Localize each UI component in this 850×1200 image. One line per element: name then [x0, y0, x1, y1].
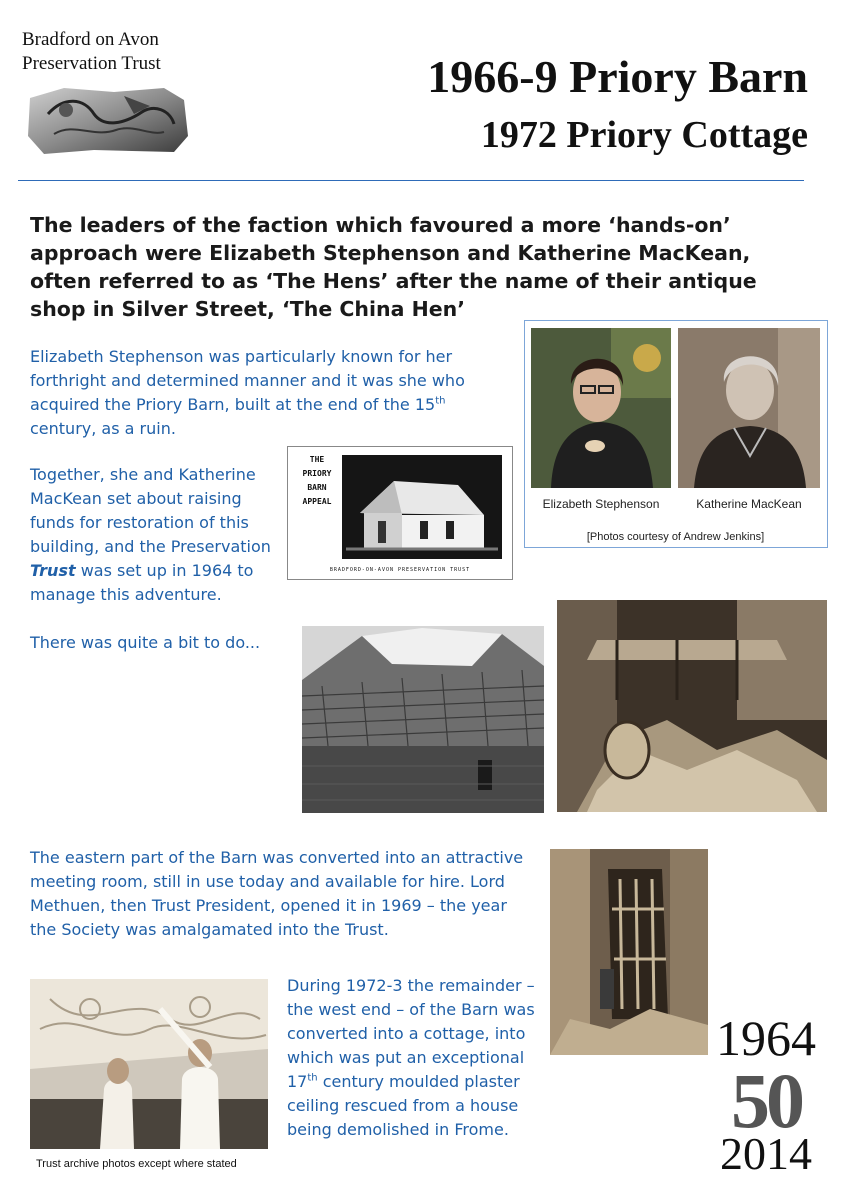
- paragraph-quite-a-bit: There was quite a bit to do...: [30, 633, 261, 652]
- anniversary-start-year: 1964: [716, 1010, 816, 1066]
- paragraph-eastern-part: The eastern part of the Barn was converted into an attractive meeting room, still in use today and available for hire. Lord Methuen, then Trust President, opened it in 1969 – the year the Society was amalgamated into the Trust.: [30, 848, 524, 939]
- paragraph-together-tail: was set up in 1964 to manage this adventure.: [30, 561, 254, 604]
- paragraph-stephenson-tail: century, as a ruin.: [30, 419, 176, 438]
- archive-photos-footnote: Trust archive photos except where stated: [36, 1158, 237, 1170]
- photo-elizabeth-stephenson: [531, 328, 671, 488]
- intro-paragraph: The leaders of the faction which favoured a more ‘hands-on’ approach were Elizabeth Stephenson and Katherine MacKean, often referred to as ‘The Hens’ after the name of their antique shop in Silver Street, ‘The China Hen’: [30, 213, 757, 321]
- anniversary-fifty: 50: [731, 1057, 801, 1144]
- appeal-line-the: THE: [309, 455, 325, 464]
- appeal-line-appeal: APPEAL: [302, 497, 332, 506]
- paragraph-stephenson-text: Elizabeth Stephenson was particularly known for her forthright and determined manner and it was she who acquired the Priory Barn, built at the end of the 15: [30, 347, 465, 414]
- trust-logo-carving: [24, 84, 190, 156]
- appeal-barn-engraving: [342, 455, 502, 559]
- header-divider: [18, 180, 804, 181]
- paragraph-cottage-tail: century moulded plaster ceiling rescued from a house being demolished in Frome.: [287, 1072, 520, 1139]
- ordinal-suffix-17th: th: [307, 1072, 318, 1084]
- caption-elizabeth-stephenson: Elizabeth Stephenson: [542, 497, 660, 511]
- paragraph-stephenson: [30, 345, 495, 441]
- priory-barn-appeal-leaflet: [287, 446, 513, 580]
- photo-katherine-mackean: [678, 328, 820, 488]
- org-name-line2: Preservation Trust: [22, 53, 161, 74]
- appeal-title-block: [296, 453, 338, 509]
- paragraph-together: [30, 463, 278, 607]
- photo-barn-door-frame: [550, 849, 708, 1055]
- paragraph-cottage-text: During 1972-3 the remainder – the west end – of the Barn was converted into a cottage, into which was put an exceptional: [287, 976, 535, 1067]
- trust-emphasis: Trust: [30, 561, 76, 580]
- appeal-footer: BRADFORD-ON-AVON PRESERVATION TRUST: [329, 567, 471, 573]
- photo-plaster-ceiling-workers: [30, 979, 268, 1149]
- org-name-line1: Bradford on Avon: [22, 29, 159, 50]
- photos-credit: [Photos courtesy of Andrew Jenkins]: [586, 531, 765, 543]
- photo-barn-roof-ruin: [302, 626, 544, 813]
- photo-barn-interior-rubble: [557, 600, 827, 812]
- century-number: 17: [287, 1072, 308, 1091]
- page-title-priory-barn: 1966-9 Priory Barn: [427, 51, 808, 102]
- appeal-line-barn: BARN: [307, 483, 327, 492]
- ordinal-suffix: th: [435, 395, 446, 407]
- page-subtitle-priory-cottage: 1972 Priory Cottage: [480, 114, 808, 156]
- paragraph-cottage-conversion: [287, 974, 542, 1142]
- paragraph-together-text: Together, she and Katherine MacKean set about raising funds for restoration of this building, and the Preservation: [30, 465, 271, 556]
- appeal-line-priory: PRIORY: [302, 469, 332, 478]
- anniversary-end-year: 2014: [720, 1128, 812, 1179]
- caption-katherine-mackean: Katherine MacKean: [696, 497, 802, 511]
